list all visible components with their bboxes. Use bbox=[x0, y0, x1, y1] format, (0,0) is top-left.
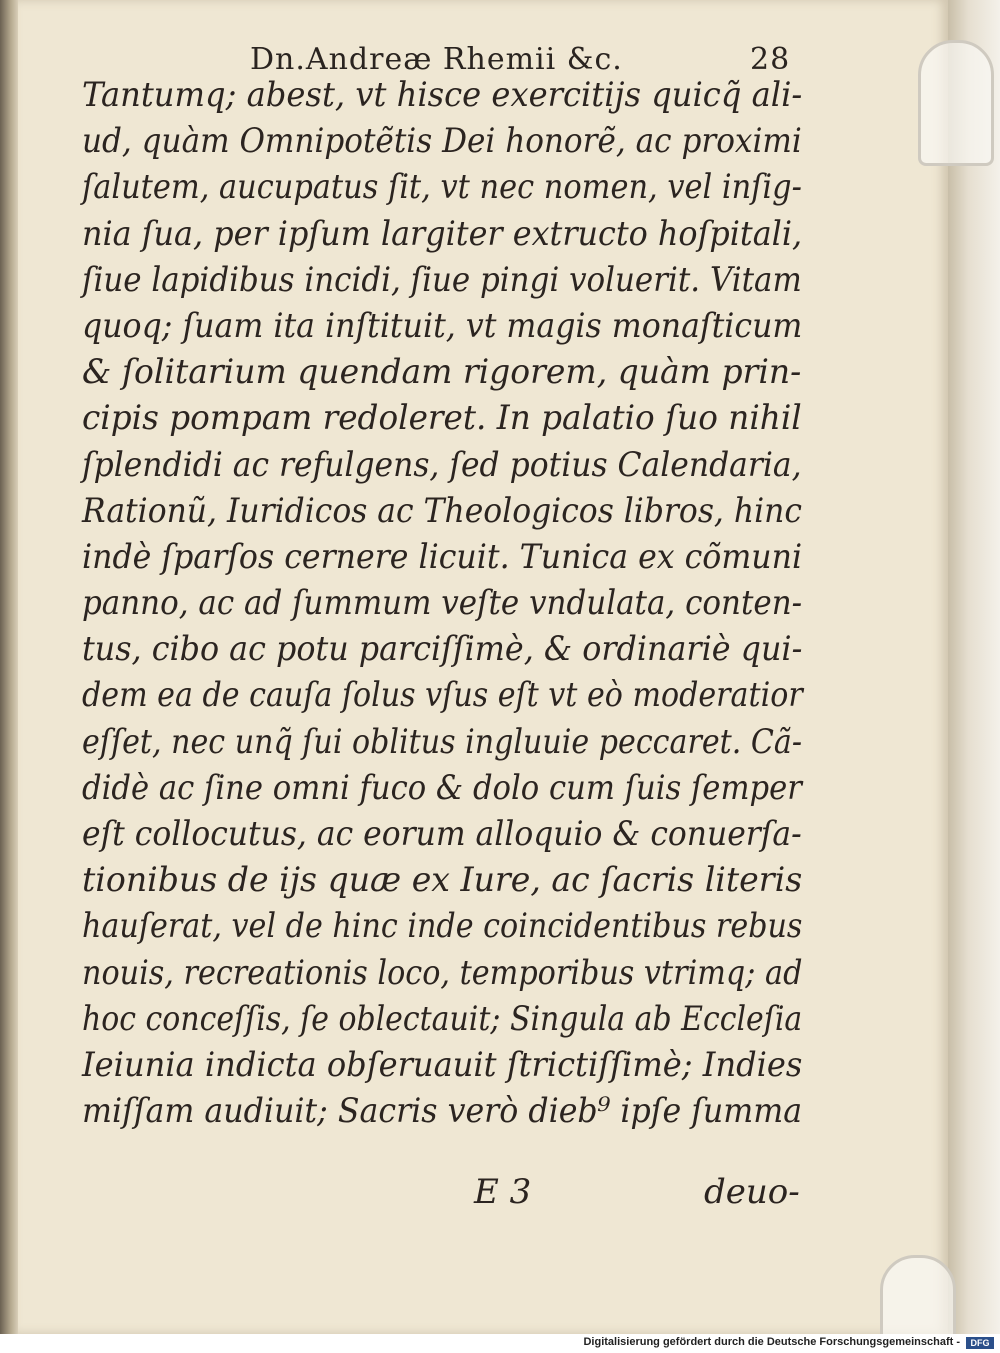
credit-text: Digitalisierung gefördert durch die Deutsche Forschungsgemeinschaft - bbox=[583, 1336, 960, 1348]
text-line: Tantumq; abest, vt hisce exercitijs quicq̃ ali- bbox=[82, 75, 803, 115]
text-line: dem ea de cauſa ſolus vſus eſt vt eò moderatior bbox=[82, 675, 803, 716]
text-line: ſiue lapidibus incidi, ſiue pingi voluerit. Vitam bbox=[82, 259, 802, 300]
signature-mark: E 3 bbox=[474, 1172, 532, 1212]
text-line: miſſam audiuit; Sacris verò dieb⁹ ipſe ſumma bbox=[82, 1091, 803, 1132]
catchword: deuo- bbox=[704, 1172, 800, 1212]
page-holder-strip bbox=[948, 0, 1000, 1334]
text-line: Ieiunia indicta obſeruauit ſtrictiſſimè; Indies bbox=[82, 1044, 803, 1085]
text-line: didè ac ſine omni fuco & dolo cum ſuis ſemper bbox=[82, 767, 802, 808]
text-line: cipis pompam redoleret. In palatio ſuo nihil bbox=[82, 398, 802, 439]
text-line: hauſerat, vel de hinc inde coincidentibus rebus bbox=[82, 906, 803, 947]
book-spine-edge bbox=[0, 0, 18, 1334]
text-line: nouis, recreationis loco, temporibus vtrimq; ad bbox=[82, 952, 803, 993]
page-clip-bottom bbox=[880, 1255, 956, 1334]
text-line: ſplendidi ac refulgens, ſed potius Calendaria, bbox=[82, 444, 802, 485]
dfg-logo: DFG bbox=[966, 1337, 994, 1349]
digitization-credit-bar bbox=[0, 1334, 1000, 1353]
text-line: tionibus de ijs quæ ex Iure, ac ſacris literis bbox=[82, 860, 803, 901]
page-clip-top bbox=[918, 40, 994, 166]
text-line: hoc conceſſis, ſe oblectauit; Singula ab Eccleſia bbox=[82, 998, 803, 1039]
body-text bbox=[82, 72, 802, 1134]
text-line: eſt collocutus, ac eorum alloquio & conuerſa- bbox=[82, 814, 802, 854]
text-line: quoq; ſuam ita inſtituit, vt magis monaſticum bbox=[82, 305, 803, 346]
text-line: tus, cibo ac potu parciſſimè, & ordinariè qui- bbox=[82, 629, 803, 670]
page-number: 28 bbox=[750, 42, 791, 77]
text-line: & ſolitarium quendam rigorem, quàm prin- bbox=[82, 352, 802, 393]
running-title: Dn.Andreæ Rhemii &c. bbox=[250, 42, 623, 77]
text-line: indè ſparſos cernere licuit. Tunica ex cõmuni bbox=[82, 536, 803, 577]
text-line: nia ſua, per ipſum largiter extructo hoſpitali, bbox=[82, 213, 803, 254]
text-line: eſſet, nec unq̃ ſui oblitus ingluuie peccaret. Cã- bbox=[82, 721, 803, 762]
text-line: ſalutem, aucupatus ſit, vt nec nomen, vel inſig- bbox=[82, 167, 802, 208]
text-line: panno, ac ad ſummum veſte vndulata, conten- bbox=[82, 583, 803, 624]
text-line: ud, quàm Omnipotẽtis Dei honorẽ, ac proximi bbox=[82, 121, 802, 162]
text-line: Rationũ, Iuridicos ac Theologicos libros, hinc bbox=[82, 490, 802, 531]
